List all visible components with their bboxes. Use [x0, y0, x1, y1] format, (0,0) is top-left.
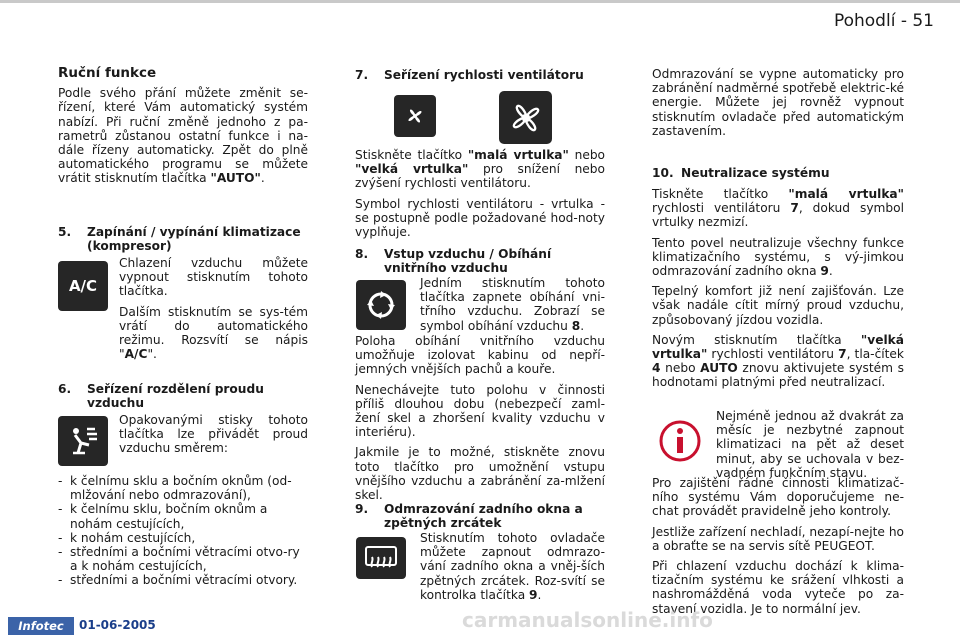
- section-10: 10. Neutralizace systému Tiskněte tlačítko "malá vrtulka" rychlosti ventilátoru 7, dokud symbol vrtulky nezmizí. Tento povel neutralizuje všechny funkce klimatizačního systému, s vý-jimkou odmrazování zadního okna 9. Tepelný komfort již není zajišťován. Lze však nadále cítit mírný proud vzduchu, způsobovaný jízdou vozidla. Novým stisknutím tlačítka "velká vrtulka" rychlosti ventilátoru 7, tla-čítek 4 nebo AUTO znovu aktivujete systém s hodnotami platnými před neutralizací.: [652, 166, 904, 390]
- section-5: [58, 225, 308, 253]
- ac-button-icon: A/C: [58, 261, 108, 311]
- list-item: - středními a bočními větracími otvory.: [58, 573, 298, 588]
- section-10-heading: 10. Neutralizace systému: [652, 166, 830, 180]
- list-item: - k čelnímu sklu, bočním oknům a nohám cestujících,: [58, 502, 268, 531]
- section-5-heading: 5. Zapínání / vypínání klimatizace (kompresor): [58, 225, 301, 253]
- section-6-heading: 6. Seřízení rozdělení proudu vzduchu: [58, 382, 264, 410]
- air-recirculation-icon: [356, 280, 406, 330]
- infotec-badge: Infotec: [8, 617, 74, 635]
- section-9-text: Stisknutím tohoto ovladače můžete zapnout odmrazo-vání zadního okna a vněj-ších zpětných zrcátek. Roz-svítí se kontrolka tlačítka 9.: [420, 531, 605, 602]
- section-title: Ruční funkce: [58, 65, 157, 81]
- section-7-text: Stiskněte tlačítko "malá vrtulka" nebo "velká vrtulka" pro snížení nebo zvýšení rychlosti ventilátoru. Symbol rychlosti ventilátoru - vrtulka - se postupně podle požadované hod-noty vyplňuje.: [355, 148, 606, 240]
- intro-paragraph: Podle svého přání můžete změnit se-řízení, které Vám automatický systém nabízí. Při ruční změně jednoho z pa-rametrů zůstanou ostatní funkce i na-dále řízeny automaticky. Zpět do plně automatického programu se můžete vrátit stisknutím tlačítka "AUTO".: [58, 86, 308, 186]
- list-item: - k čelnímu sklu a bočním oknům (od-mlžování nebo odmrazování),: [58, 474, 292, 503]
- info-icon: [658, 419, 702, 463]
- watermark: carmanualsonline.info: [462, 608, 713, 632]
- section-5-text: Chlazení vzduchu můžete vypnout stisknutím tohoto tlačítka. Dalším stisknutím se sys-tém vrátí do automatického režimu. Rozsvítí se nápis "A/C".: [119, 256, 308, 362]
- note-continued: Pro zajištění řádné činnosti klimatizač-ního systému Vám doporučujeme ne-chat provádět pravidelně jeho kontroly. Jestliže zařízení nechladí, nezapí-nejte ho a obraťte se na servis sítě PEUGEOT. Při chlazení vzduchu dochází k klima-tizačním systému ke srážení vlhkosti a nashromážděná voda vyteče po za-stavení vozidla. Je to normální jev.: [652, 476, 904, 616]
- section-9: [355, 502, 605, 530]
- top-rule: [0, 0, 960, 3]
- rear-defrost-icon: [356, 537, 406, 579]
- large-fan-icon: [499, 91, 552, 144]
- section-7: [355, 68, 605, 82]
- section-8-heading: 8. Vstup vzduchu / Obíhání vnitřního vzduchu: [355, 247, 552, 275]
- column-right: Odmrazování se vypne automaticky pro zabránění nadměrné spotřebě elektric-ké energie. Můžete jej rovněž vypnout stisknutím ovladače před automatickým zastavením.: [652, 67, 904, 138]
- section-8: [355, 247, 605, 275]
- section-9-heading: 9. Odmrazování zadního okna a zpětných zrcátek: [355, 502, 583, 530]
- small-fan-icon: [394, 95, 436, 137]
- list-item: - k nohám cestujících,: [58, 530, 196, 545]
- list-item: - středními a bočními větracími otvo-ry a k nohám cestujících,: [58, 545, 300, 574]
- section-6-text: Opakovanými stisky tohoto tlačítka lze přivádět proud vzduchu směrem:: [119, 413, 308, 456]
- section-8-more: Poloha obíhání vnitřního vzduchu umožňuje izolovat kabinu od nepří-jemných vnějších pachů a kouře. Nenechávejte tuto polohu v činnosti příliš dlouhou dobu (nebezpečí zaml-žení skel a zhoršení kvality vzduchu v interiéru). Jakmile je to možné, stiskněte znovu toto tlačítko pro umožnění vstupu vnějšího vzduchu a zabránění za-mlžení skel.: [355, 334, 605, 503]
- section-7-heading: 7. Seřízení rychlosti ventilátoru: [355, 68, 584, 82]
- page-header: Pohodlí - 51: [833, 11, 934, 31]
- airflow-list: [58, 474, 308, 588]
- note-box: Nejméně jednou až dvakrát za měsíc je nezbytné zapnout klimatizaci na pět až deset minut, aby se uchovala v bez-vadném funkčním stavu.: [716, 409, 904, 480]
- section-8-text: Jedním stisknutím tohoto tlačítka zapnete obíhání vni-třního vzduchu. Zobrazí se symbol obíhání vzduchu 8.: [420, 276, 605, 333]
- footer-date: 01-06-2005: [79, 618, 156, 632]
- column-left: [58, 66, 308, 192]
- air-distribution-icon: [58, 416, 108, 466]
- section-6: [58, 382, 308, 410]
